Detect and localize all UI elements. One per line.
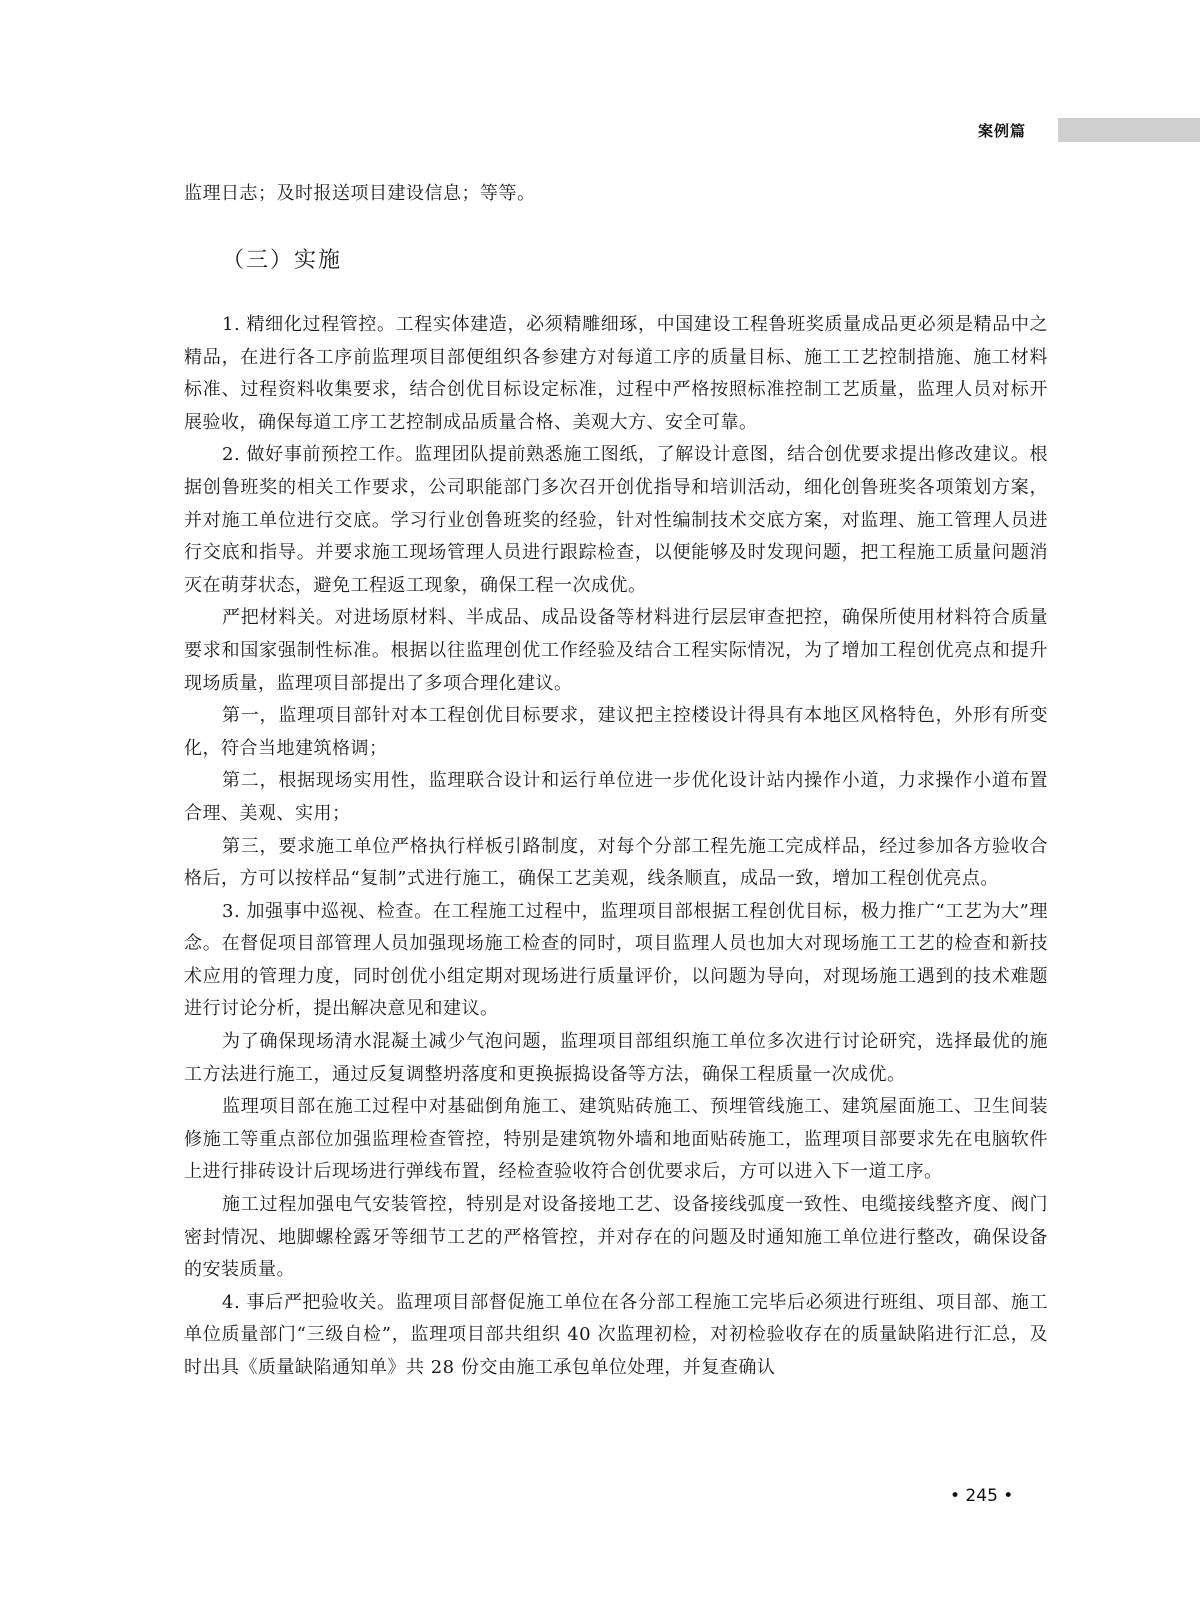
paragraph-1: 1. 精细化过程管控。工程实体建造，必须精雕细琢，中国建设工程鲁班奖质量成品更必须是精品中之精品，在进行各工序前监理项目部便组织各参建方对每道工序的质量目标、施工工艺控制措施、施工材料标准、过程资料收集要求，结合创优目标设定标准，过程中严格按照标准控制工艺质量，监理人员对标开展验收，确保每道工序工艺控制成品质量合格、美观大方、安全可靠。 [184, 314, 1048, 433]
paragraph-4: 第一，监理项目部针对本工程创优目标要求，建议把主控楼设计得具有本地区风格特色，外形有所变化，符合当地建筑格调； [184, 705, 1048, 759]
paragraph-11: 4. 事后严把验收关。监理项目部督促施工单位在各分部工程施工完毕后必须进行班组、项目部、施工单位质量部门“三级自检”，监理项目部共组织 40 次监理初检，对初检验收存在的质量缺陷进行汇总，及时出具《质量缺陷通知单》共 28 份交由施工承包单位处理，并复查确认 [184, 1291, 1048, 1378]
paragraph-2: 2. 做好事前预控工作。监理团队提前熟悉施工图纸，了解设计意图，结合创优要求提出修改建议。根据创鲁班奖的相关工作要求，公司职能部门多次召开创优指导和培训活动，细化创鲁班奖各项策划方案，并对施工单位进行交底。学习行业创鲁班奖的经验，针对性编制技术交底方案，对监理、施工管理人员进行交底和指导。并要求施工现场管理人员进行跟踪检查，以便能够及时发现问题，把工程施工质量问题消灭在萌芽状态，避免工程返工现象，确保工程一次成优。 [184, 444, 1048, 596]
paragraph-6: 第三，要求施工单位严格执行样板引路制度，对每个分部工程先施工完成样品，经过参加各方验收合格后，方可以按样品“复制”式进行施工，确保工艺美观，线条顺直，成品一致，增加工程创优亮点。 [184, 835, 1048, 890]
page-number: • 245 • [950, 1486, 1014, 1506]
paragraph-9: 监理项目部在施工过程中对基础倒角施工、建筑贴砖施工、预埋管线施工、建筑屋面施工、卫生间装修施工等重点部位加强监理检查管控，特别是建筑物外墙和地面贴砖施工，监理项目部要求先在电脑软件上进行排砖设计后现场进行弹线布置，经检查验收符合创优要求后，方可以进入下一道工序。 [184, 1096, 1048, 1183]
section-label: 案例篇 [978, 122, 1027, 140]
paragraph-5: 第二，根据现场实用性，监理联合设计和运行单位进一步优化设计站内操作小道，力求操作小道布置合理、美观、实用； [184, 770, 1048, 824]
paragraph-8: 为了确保现场清水混凝土减少气泡问题，监理项目部组织施工单位多次进行讨论研究，选择最优的施工方法进行施工，通过反复调整坍落度和更换振捣设备等方法，确保工程质量一次成优。 [184, 1031, 1048, 1085]
paragraph-7: 3. 加强事中巡视、检查。在工程施工过程中，监理项目部根据工程创优目标，极力推广“工艺为大”理念。在督促项目部管理人员加强现场施工检查的同时，项目监理人员也加大对现场施工工艺的检查和新技术应用的管理力度，同时创优小组定期对现场进行质量评价，以问题为导向，对现场施工遇到的技术难题进行讨论分析，提出解决意见和建议。 [184, 900, 1048, 1020]
section-heading: （三）实施 [222, 248, 343, 273]
paragraph-10: 施工过程加强电气安装管控，特别是对设备接地工艺、设备接线弧度一致性、电缆接线整齐度、阀门密封情况、地脚螺栓露牙等细节工艺的严格管控，并对存在的问题及时通知施工单位进行整改，确保设备的安装质量。 [184, 1194, 1048, 1281]
intro-paragraph: 监理日志；及时报送项目建设信息；等等。 [184, 183, 536, 204]
paragraph-3: 严把材料关。对进场原材料、半成品、成品设备等材料进行层层审查把控，确保所使用材料符合质量要求和国家强制性标准。根据以往监理创优工作经验及结合工程实际情况，为了增加工程创优亮点和提升现场质量，监理项目部提出了多项合理化建议。 [184, 607, 1048, 694]
page-content [184, 178, 1048, 1385]
header-bar [1058, 118, 1200, 142]
